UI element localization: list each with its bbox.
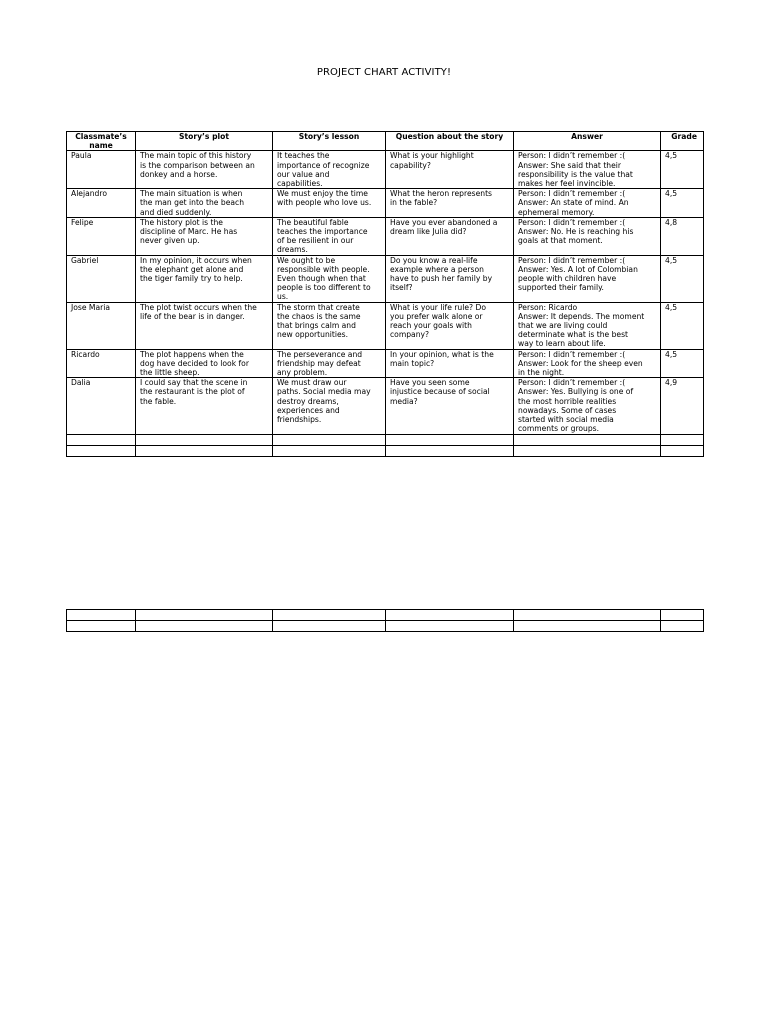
empty-cell [273, 434, 386, 445]
cell-line: Answer: Look for the sheep even [518, 358, 643, 368]
header-question [386, 132, 514, 151]
cell-line: Person: I didn’t remember :( [518, 255, 626, 265]
cell-question [386, 378, 514, 434]
cell-line: Person: I didn’t remember :( [518, 217, 626, 227]
cell-line: The plot happens when the [140, 349, 244, 359]
cell-line: Even though when that [277, 274, 366, 284]
cell-line: main topic? [390, 358, 435, 368]
cell-line: Person: I didn’t remember :( [518, 189, 626, 199]
cell-line: and died suddenly. [140, 207, 212, 217]
cell-story-lesson [273, 255, 386, 302]
cell-classmate-name [67, 151, 136, 189]
cell-line: in the fable? [390, 198, 438, 208]
empty-cell [514, 610, 661, 621]
cell-answer [514, 217, 661, 255]
empty-row [67, 621, 704, 632]
cell-story-plot [136, 189, 273, 218]
header-story-plot [136, 132, 273, 151]
cell-line: comments or groups. [518, 424, 600, 434]
empty-cell [136, 445, 273, 456]
cell-line: supported their family. [518, 283, 604, 293]
header-line: name [89, 141, 113, 151]
cell-line: paths. Social media may [277, 387, 371, 397]
empty-cell [136, 610, 273, 621]
cell-grade [661, 217, 704, 255]
table-row [67, 217, 704, 255]
cell-story-plot [136, 255, 273, 302]
cell-line: any problem. [277, 368, 328, 378]
cell-line: the most horrible realities [518, 396, 617, 406]
cell-line: the tiger family try to help. [140, 274, 243, 284]
header-line: Answer [571, 132, 603, 141]
cell-line: I could say that the scene in [140, 378, 248, 388]
header-line: Question about the story [395, 132, 504, 141]
cell-question [386, 349, 514, 378]
cell-line: with people who love us. [277, 198, 372, 208]
cell-line: destroy dreams, [277, 396, 339, 406]
empty-cell [386, 434, 514, 445]
cell-line: The main situation is when [140, 189, 243, 199]
cell-grade [661, 151, 704, 189]
cell-line: We must enjoy the time [277, 189, 368, 199]
cell-classmate-name [67, 378, 136, 434]
table-row [67, 151, 704, 189]
cell-answer [514, 378, 661, 434]
cell-line: In my opinion, it occurs when [140, 255, 252, 265]
header-classmate-name [67, 132, 136, 151]
cell-line: Jose Maria [71, 302, 111, 312]
cell-classmate-name [67, 302, 136, 349]
cell-line: the restaurant is the plot of [140, 387, 245, 397]
cell-story-plot [136, 217, 273, 255]
empty-row [67, 434, 704, 445]
empty-cell [661, 610, 704, 621]
cell-story-plot [136, 151, 273, 189]
cell-line: way to learn about life. [518, 339, 606, 349]
cell-line: We must draw our [277, 378, 347, 388]
cell-answer [514, 302, 661, 349]
empty-cell [386, 610, 514, 621]
cell-line: 4,5 [665, 151, 678, 161]
table-row [67, 349, 704, 378]
cell-line: The plot twist occurs when the [140, 302, 257, 312]
cell-line: the man get into the beach [140, 198, 245, 208]
cell-line: people is too different to [277, 283, 371, 293]
cell-line: experiences and [277, 405, 340, 415]
cell-answer [514, 255, 661, 302]
table-row [67, 378, 704, 434]
table-row [67, 255, 704, 302]
cell-line: 4,5 [665, 302, 678, 312]
cell-line: 4,9 [665, 378, 678, 388]
cell-line: The beautiful fable [277, 217, 349, 227]
cell-line: friendships. [277, 415, 322, 425]
cell-classmate-name [67, 189, 136, 218]
cell-question [386, 151, 514, 189]
table-header-row [67, 132, 704, 151]
empty-cell [661, 434, 704, 445]
cell-grade [661, 255, 704, 302]
cell-line: ephemeral memory. [518, 207, 595, 217]
cell-line: 4,8 [665, 217, 678, 227]
cell-line: Answer: No. He is reaching his [518, 227, 634, 237]
cell-question [386, 302, 514, 349]
cell-line: media? [390, 396, 418, 406]
cell-line: Paula [71, 151, 92, 161]
cell-line: teaches the importance [277, 227, 368, 237]
cell-line: that brings calm and [277, 321, 356, 331]
cell-line: It teaches the [277, 151, 330, 161]
header-grade [661, 132, 704, 151]
cell-line: Gabriel [71, 255, 99, 265]
cell-line: Felipe [71, 217, 94, 227]
cell-grade [661, 378, 704, 434]
cell-classmate-name [67, 217, 136, 255]
empty-cell [136, 434, 273, 445]
empty-cell [67, 621, 136, 632]
cell-line: dreams. [277, 245, 308, 255]
empty-cell [67, 445, 136, 456]
empty-cell [386, 445, 514, 456]
header-line: Story’s plot [179, 132, 229, 141]
cell-line: determinate what is the best [518, 330, 629, 340]
empty-row [67, 610, 704, 621]
cell-line: is the comparison between an [140, 160, 255, 170]
cell-story-plot [136, 349, 273, 378]
cell-line: reach your goals with [390, 321, 472, 331]
empty-cell [273, 445, 386, 456]
cell-line: the fable. [140, 396, 177, 406]
cell-line: Person: I didn’t remember :( [518, 349, 626, 359]
project-chart-table [66, 131, 704, 457]
cell-line: capabilities. [277, 179, 323, 189]
header-answer [514, 132, 661, 151]
cell-line: new opportunities. [277, 330, 349, 340]
cell-line: company? [390, 330, 430, 340]
table-row [67, 189, 704, 218]
cell-story-lesson [273, 151, 386, 189]
cell-classmate-name [67, 349, 136, 378]
cell-line: of be resilient in our [277, 236, 354, 246]
cell-grade [661, 189, 704, 218]
cell-line: us. [277, 292, 289, 302]
cell-line: Do you know a real-life [390, 255, 478, 265]
cell-line: responsible with people. [277, 264, 370, 274]
cell-line: Person: Ricardo [518, 302, 578, 312]
cell-answer [514, 151, 661, 189]
cell-story-lesson [273, 217, 386, 255]
cell-line: 4,5 [665, 349, 678, 359]
cell-line: the elephant get alone and [140, 264, 244, 274]
cell-line: dream like Julia did? [390, 227, 467, 237]
cell-line: Have you seen some [390, 378, 470, 388]
cell-line: injustice because of social [390, 387, 490, 397]
cell-line: responsibility is the value that [518, 169, 633, 179]
empty-cell [386, 621, 514, 632]
cell-answer [514, 349, 661, 378]
cell-classmate-name [67, 255, 136, 302]
blank-table [66, 609, 704, 632]
cell-line: Alejandro [71, 189, 107, 199]
cell-line: the chaos is the same [277, 311, 361, 321]
cell-question [386, 255, 514, 302]
empty-cell [514, 621, 661, 632]
empty-row [67, 445, 704, 456]
cell-line: dog have decided to look for [140, 358, 249, 368]
cell-story-lesson [273, 302, 386, 349]
table-row [67, 302, 704, 349]
cell-answer [514, 189, 661, 218]
header-line: Grade [671, 132, 697, 141]
cell-line: have to push her family by [390, 274, 493, 284]
empty-cell [514, 445, 661, 456]
cell-line: We ought to be [277, 255, 336, 265]
cell-line: What is your life rule? Do [390, 302, 486, 312]
header-line: Story’s lesson [298, 132, 360, 141]
cell-line: that we are living could [518, 321, 608, 331]
cell-line: The main topic of this history [140, 151, 252, 161]
cell-line: In your opinion, what is the [390, 349, 494, 359]
empty-cell [273, 610, 386, 621]
cell-line: capability? [390, 160, 431, 170]
cell-line: Answer: Yes. Bullying is one of [518, 387, 634, 397]
cell-line: Answer: Yes. A lot of Colombian [518, 264, 638, 274]
cell-line: example where a person [390, 264, 484, 274]
empty-cell [273, 621, 386, 632]
cell-line: in the night. [518, 368, 565, 378]
cell-line: goals at that moment. [518, 236, 603, 246]
cell-line: friendship may defeat [277, 358, 361, 368]
cell-line: started with social media [518, 415, 614, 425]
cell-story-lesson [273, 378, 386, 434]
cell-grade [661, 349, 704, 378]
cell-line: Answer: It depends. The moment [518, 311, 645, 321]
cell-line: Answer: An state of mind. An [518, 198, 629, 208]
cell-line: The history plot is the [140, 217, 223, 227]
header-story-lesson [273, 132, 386, 151]
cell-line: Person: I didn’t remember :( [518, 151, 626, 161]
cell-line: discipline of Marc. He has [140, 227, 238, 237]
cell-line: donkey and a horse. [140, 169, 218, 179]
cell-line: never given up. [140, 236, 200, 246]
cell-line: The storm that create [277, 302, 360, 312]
empty-cell [67, 610, 136, 621]
cell-line: Person: I didn’t remember :( [518, 378, 626, 388]
cell-line: the little sheep. [140, 368, 200, 378]
empty-cell [514, 434, 661, 445]
cell-story-plot [136, 302, 273, 349]
cell-question [386, 217, 514, 255]
header-line: Classmate’s [75, 132, 127, 141]
cell-line: importance of recognize [277, 160, 370, 170]
cell-line: Have you ever abandoned a [390, 217, 498, 227]
cell-line: people with children have [518, 274, 617, 284]
cell-story-plot [136, 378, 273, 434]
cell-line: you prefer walk alone or [390, 311, 483, 321]
cell-line: Answer: She said that their [518, 160, 622, 170]
cell-line: life of the bear is in danger. [140, 311, 245, 321]
cell-line: itself? [390, 283, 413, 293]
cell-line: makes her feel invincible. [518, 179, 616, 189]
cell-line: Dalia [71, 378, 91, 388]
cell-story-lesson [273, 349, 386, 378]
cell-line: What is your highlight [390, 151, 474, 161]
cell-question [386, 189, 514, 218]
cell-line: nowadays. Some of cases [518, 405, 617, 415]
cell-story-lesson [273, 189, 386, 218]
empty-cell [661, 621, 704, 632]
cell-line: The perseverance and [277, 349, 363, 359]
cell-line: 4,5 [665, 189, 678, 199]
empty-cell [136, 621, 273, 632]
cell-line: Ricardo [71, 349, 100, 359]
empty-cell [661, 445, 704, 456]
cell-line: 4,5 [665, 255, 678, 265]
cell-grade [661, 302, 704, 349]
cell-line: What the heron represents [390, 189, 493, 199]
empty-cell [67, 434, 136, 445]
page-title: PROJECT CHART ACTIVITY! [316, 67, 452, 78]
cell-line: our value and [277, 169, 330, 179]
